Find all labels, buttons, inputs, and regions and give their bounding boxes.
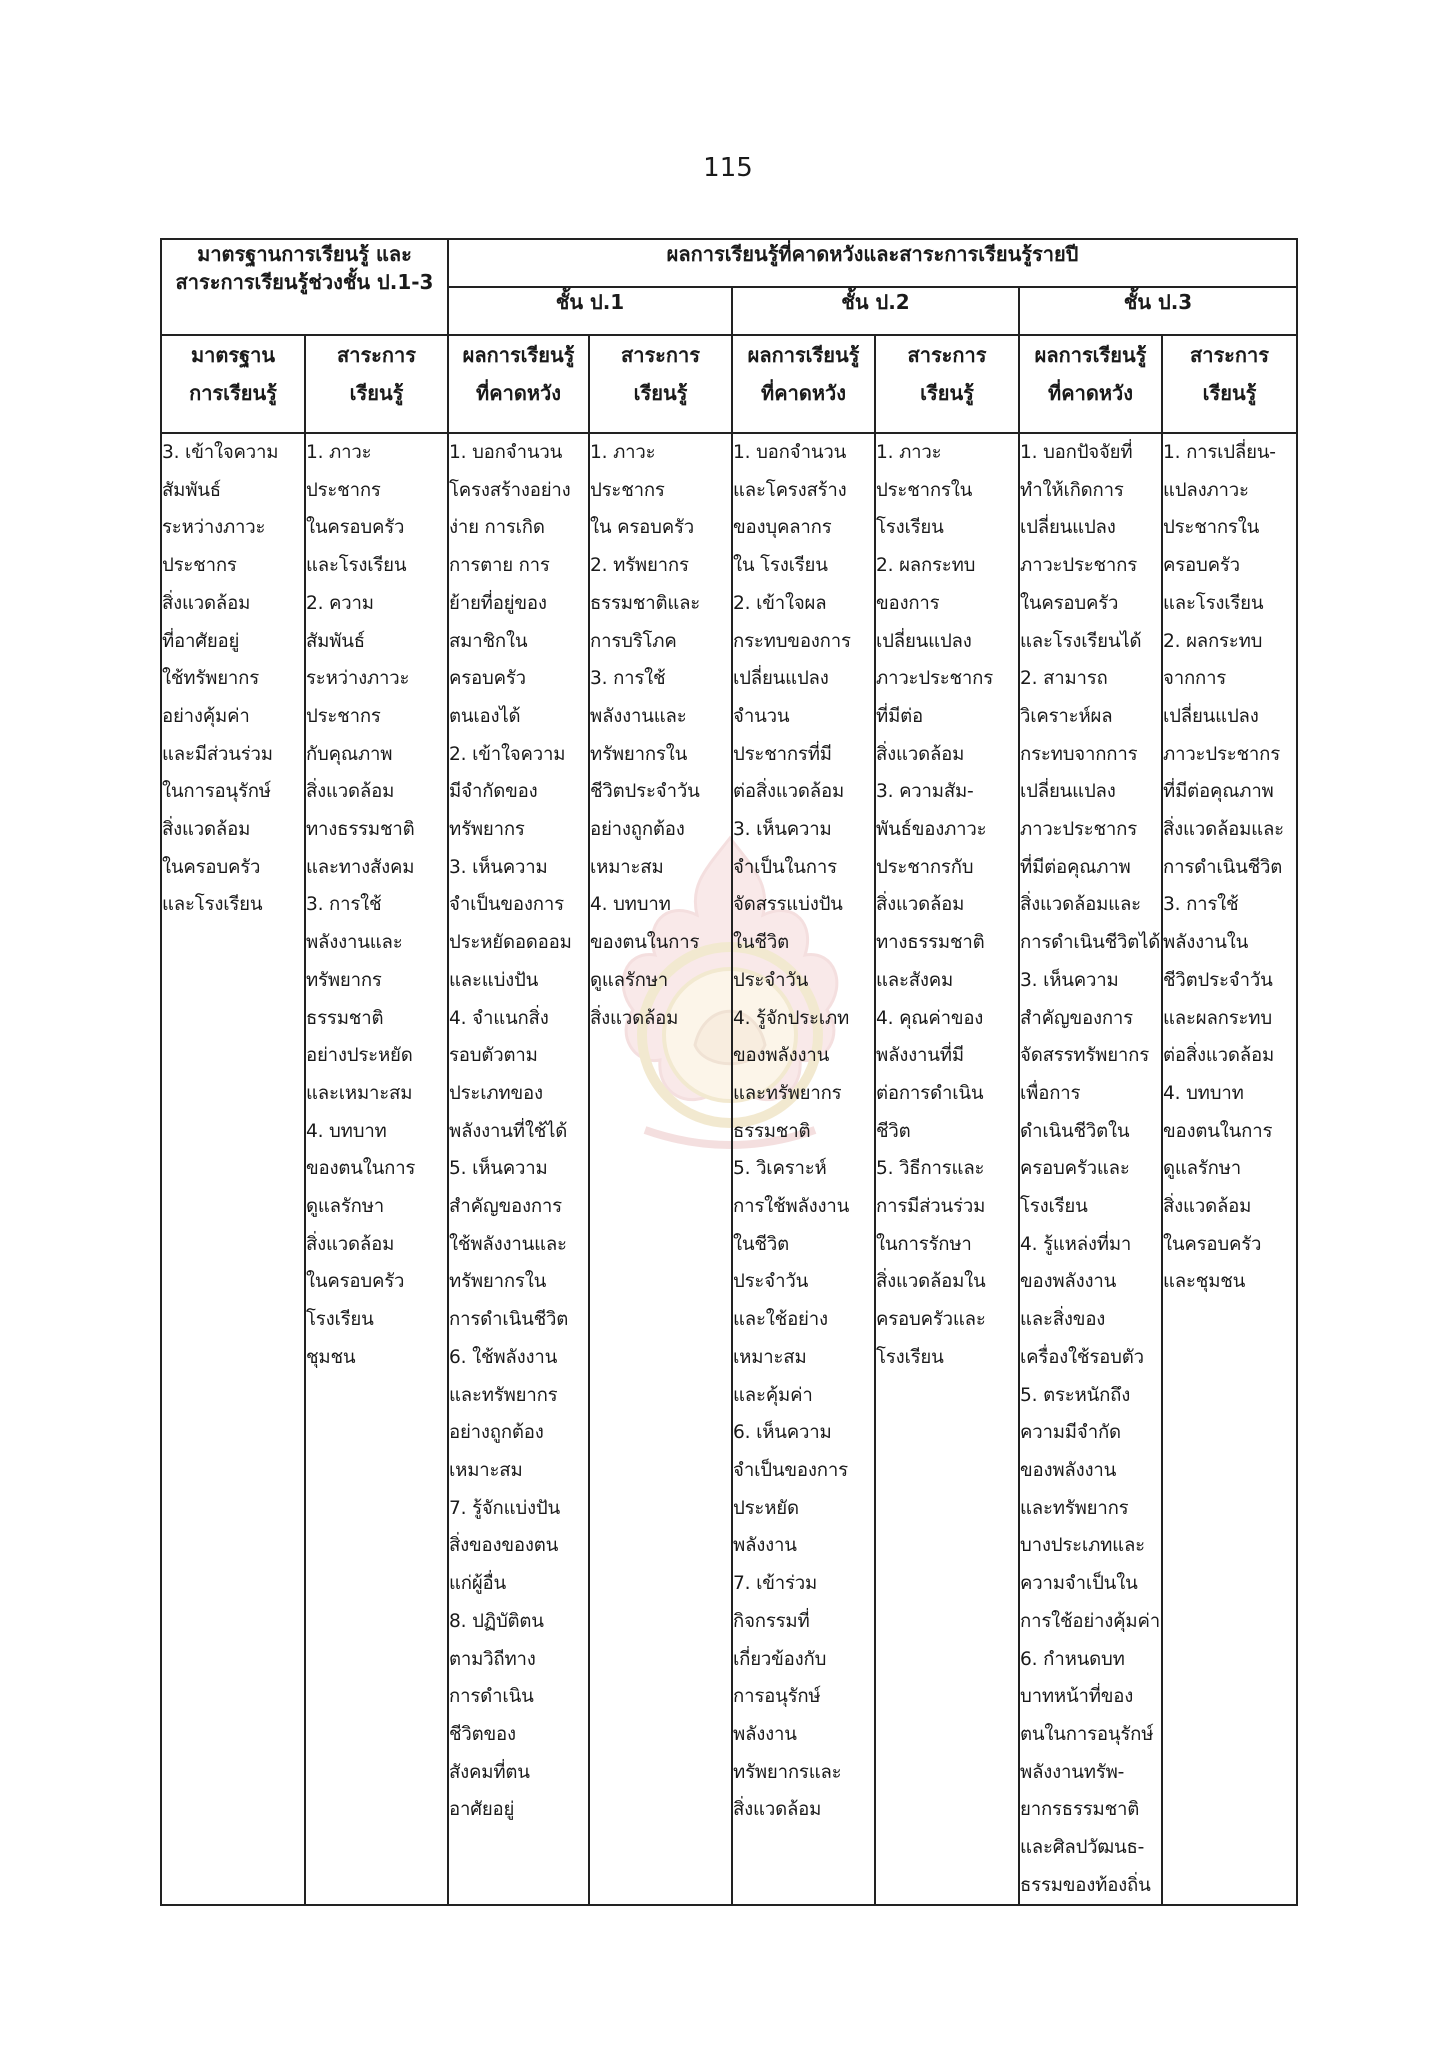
- cell-text-line: สังคมที่ตน: [449, 1761, 530, 1783]
- header-row-columns: [161, 335, 1297, 433]
- cell-text-line: และทรัพยากร: [1020, 1497, 1129, 1519]
- cell-text-line: ที่อาศัยอยู่: [162, 630, 240, 652]
- cell-text-line: ของบุคลากร: [733, 517, 832, 539]
- cell-text-line: 2. ผลกระทบ: [876, 555, 976, 577]
- p1-outcome-cell: [448, 433, 589, 1905]
- cell-text-line: จากการ: [1163, 668, 1227, 690]
- cell-text-line: ของการ: [876, 592, 940, 614]
- cell-text-line: ประชากร: [162, 555, 237, 577]
- cell-text-line: พลังงานที่มี: [876, 1045, 964, 1067]
- column-header-line: ที่คาดหวัง: [1048, 381, 1133, 405]
- cell-text-line: พลังงานและ: [590, 705, 687, 727]
- cell-text-line: ที่มีต่อ: [876, 705, 923, 727]
- cell-text-line: 3. เห็นความ: [449, 856, 548, 878]
- cell-text-line: ประชากรใน: [1163, 517, 1260, 539]
- cell-text-line: กิจกรรมที่: [733, 1610, 810, 1632]
- cell-text-line: สัมพันธ์: [162, 479, 221, 501]
- cell-text-line: ธรรมชาติ: [733, 1120, 811, 1142]
- cell-text-line: ความจำเป็นใน: [1020, 1573, 1138, 1595]
- cell-text-line: ทรัพยากรใน: [449, 1271, 547, 1293]
- column-header-line: สาระการ: [907, 343, 987, 367]
- cell-text-line: เพื่อการ: [1020, 1082, 1081, 1104]
- cell-text-line: 1. ภาวะ: [306, 442, 372, 463]
- cell-text-line: การดำเนินชีวิตได้: [1020, 932, 1161, 954]
- column-header-p2-content: [875, 335, 1019, 433]
- cell-text-line: ต่อสิ่งแวดล้อม: [1163, 1045, 1275, 1067]
- column-header-line: สาระการ: [337, 343, 417, 367]
- cell-text-line: ชีวิต: [876, 1120, 911, 1142]
- cell-text-line: ตามวิถีทาง: [449, 1648, 536, 1670]
- cell-text-line: ทางธรรมชาติ: [306, 819, 415, 841]
- cell-text-line: พลังงานทรัพ-: [1020, 1761, 1125, 1783]
- column-header-line: ที่คาดหวัง: [761, 381, 846, 405]
- cell-text-line: 5. วิเคราะห์: [733, 1158, 827, 1180]
- cell-text-line: และสิ่งของ: [1020, 1309, 1106, 1331]
- standard-group-header: [161, 239, 448, 335]
- cell-text-line: อาศัยอยู่: [449, 1799, 515, 1821]
- cell-text-line: โครงสร้างอย่าง: [449, 479, 571, 501]
- cell-text-line: ทรัพยากรใน: [590, 743, 688, 765]
- cell-text-line: ทางธรรมชาติ: [876, 932, 985, 954]
- cell-text-line: และสังคม: [876, 969, 954, 991]
- standard-group-line-2: สาระการเรียนรู้ช่วงชั้น ป.1-3: [175, 270, 434, 294]
- cell-text-line: กับคุณภาพ: [306, 743, 393, 765]
- cell-text-line: โรงเรียน: [306, 1309, 374, 1331]
- cell-text-line: สิ่งแวดล้อมใน: [876, 1271, 986, 1293]
- cell-text-line: ใน ครอบครัว: [590, 517, 694, 539]
- cell-text-line: 3. เห็นความ: [733, 819, 832, 841]
- cell-text-line: กระทบของการ: [733, 630, 851, 652]
- cell-text-line: 7. รู้จักแบ่งปัน: [449, 1497, 560, 1519]
- cell-text-line: ของพลังงาน: [1020, 1459, 1117, 1481]
- cell-text-line: 4. รู้แหล่งที่มา: [1020, 1233, 1132, 1255]
- cell-text-line: ครอบครัว: [449, 668, 526, 690]
- cell-text-line: 1. บอกจำนวน: [733, 442, 847, 463]
- cell-text-line: ธรรมชาติและ: [590, 592, 701, 614]
- cell-text-line: สัมพันธ์: [306, 630, 365, 652]
- cell-text-line: 2. เข้าใจผล: [733, 592, 827, 614]
- column-header-line: ผลการเรียนรู้: [462, 343, 575, 367]
- cell-text-line: จำเป็นในการ: [733, 856, 837, 878]
- cell-text-line: และโรงเรียน: [1163, 592, 1264, 614]
- cell-text-line: ประชากร: [306, 479, 381, 501]
- cell-text-line: ภาวะประชากร: [1163, 743, 1281, 765]
- cell-text-line: สิ่งแวดล้อม: [162, 819, 251, 841]
- cell-text-line: ของพลังงาน: [1020, 1271, 1117, 1293]
- cell-text-line: สิ่งแวดล้อม: [876, 743, 965, 765]
- cell-text-line: 4. บทบาท: [306, 1120, 387, 1142]
- cell-text-line: และชุมชน: [1163, 1271, 1246, 1293]
- cell-text-line: ของตนในการ: [590, 932, 700, 954]
- cell-text-line: ของพลังงาน: [733, 1045, 830, 1067]
- column-header-content: [305, 335, 448, 433]
- cell-text-line: 2. ผลกระทบ: [1163, 630, 1263, 652]
- cell-text-line: สิ่งแวดล้อม: [306, 781, 395, 803]
- cell-text-line: ประหยัดอดออม: [449, 932, 572, 954]
- column-header-line: การเรียนรู้: [189, 381, 277, 405]
- cell-text-line: 2. สามารถ: [1020, 668, 1108, 690]
- cell-text-line: พลังงานใน: [1163, 932, 1249, 954]
- cell-text-line: ทรัพยากร: [449, 819, 525, 841]
- cell-text-line: 3. เห็นความ: [1020, 969, 1119, 991]
- cell-text-line: ชีวิตประจำวัน: [1163, 969, 1273, 991]
- p2-content-cell: [875, 433, 1019, 1905]
- cell-text-line: ธรรมชาติ: [306, 1007, 384, 1029]
- cell-text-line: และโรงเรียน: [306, 555, 407, 577]
- cell-text-line: 5. เห็นความ: [449, 1158, 548, 1180]
- cell-text-line: 3. การใช้: [590, 668, 666, 690]
- cell-text-line: และเหมาะสม: [306, 1082, 413, 1104]
- cell-text-line: ดำเนินชีวิตใน: [1020, 1120, 1130, 1142]
- cell-text-line: สิ่งแวดล้อม: [162, 592, 251, 614]
- cell-text-line: การใช้พลังงาน: [733, 1196, 850, 1218]
- cell-text-line: โรงเรียน: [1020, 1196, 1088, 1218]
- column-header-line: สาระการ: [1190, 343, 1270, 367]
- cell-text-line: ประชากรกับ: [876, 856, 974, 878]
- cell-text-line: ในครอบครัว: [162, 856, 261, 878]
- cell-text-line: 4. รู้จักประเภท: [733, 1007, 850, 1029]
- cell-text-line: พลังงานและ: [306, 932, 403, 954]
- cell-text-line: แปลงภาวะ: [1163, 479, 1249, 501]
- cell-text-line: สิ่งของของตน: [449, 1535, 559, 1557]
- cell-text-line: มีจำกัดของ: [449, 781, 538, 803]
- cell-text-line: เปลี่ยนแปลง: [733, 668, 829, 690]
- cell-text-line: 1. ภาวะ: [590, 442, 656, 463]
- cell-text-line: สิ่งแวดล้อมและ: [1163, 819, 1284, 841]
- cell-text-line: ชีวิตของ: [449, 1723, 516, 1745]
- cell-text-line: ทรัพยากร: [306, 969, 382, 991]
- cell-text-line: ในครอบครัว: [306, 1271, 405, 1293]
- cell-text-line: สิ่งแวดล้อม: [590, 1007, 679, 1029]
- cell-text-line: จัดสรรทรัพยากร: [1020, 1045, 1149, 1067]
- cell-text-line: เปลี่ยนแปลง: [1020, 781, 1116, 803]
- content-cell: [305, 433, 448, 1905]
- cell-text-line: 4. จำแนกสิ่ง: [449, 1007, 549, 1029]
- standard-cell: [161, 433, 305, 1905]
- cell-text-line: 3. ความสัม-: [876, 781, 974, 803]
- cell-text-line: 8. ปฏิบัติตน: [449, 1610, 544, 1632]
- cell-text-line: ใช้ทรัพยากร: [162, 668, 259, 690]
- cell-text-line: ในชีวิต: [733, 932, 789, 954]
- column-header-p3-outcome: [1019, 335, 1162, 433]
- cell-text-line: ที่มีต่อคุณภาพ: [1163, 781, 1274, 803]
- cell-text-line: เหมาะสม: [449, 1459, 523, 1481]
- cell-text-line: 1. ภาวะ: [876, 442, 942, 463]
- cell-text-line: ประชากร: [590, 479, 665, 501]
- cell-text-line: จำเป็นของการ: [733, 1459, 848, 1481]
- cell-text-line: 6. เห็นความ: [733, 1422, 832, 1444]
- column-header-line: ผลการเรียนรู้: [1034, 343, 1147, 367]
- cell-text-line: ชุมชน: [306, 1346, 356, 1368]
- cell-text-line: โรงเรียน: [876, 1346, 944, 1368]
- cell-text-line: สิ่งแวดล้อม: [306, 1233, 395, 1255]
- cell-text-line: อย่างถูกต้อง: [449, 1422, 544, 1444]
- cell-text-line: การดำเนินชีวิต: [1163, 856, 1283, 878]
- grade-header-p2: ชั้น ป.2: [732, 287, 1019, 335]
- cell-text-line: 5. ตระหนักถึง: [1020, 1384, 1131, 1406]
- cell-text-line: 4. คุณค่าของ: [876, 1007, 984, 1029]
- column-header-p3-content: [1162, 335, 1297, 433]
- cell-text-line: การดำเนินชีวิต: [449, 1309, 569, 1331]
- cell-text-line: ย้ายที่อยู่ของ: [449, 592, 547, 614]
- cell-text-line: วิเคราะห์ผล: [1020, 705, 1113, 727]
- cell-text-line: และมีส่วนร่วม: [162, 743, 273, 765]
- cell-text-line: การใช้อย่างคุ้มค่า: [1020, 1610, 1160, 1632]
- cell-text-line: บาทหน้าที่ของ: [1020, 1686, 1134, 1708]
- cell-text-line: ในครอบครัว: [1163, 1233, 1262, 1255]
- cell-text-line: ในครอบครัว: [1020, 592, 1119, 614]
- cell-text-line: และผลกระทบ: [1163, 1007, 1272, 1029]
- cell-text-line: ใช้พลังงานและ: [449, 1233, 567, 1255]
- cell-text-line: ประจำวัน: [733, 969, 809, 991]
- cell-text-line: การบริโภค: [590, 630, 677, 652]
- cell-text-line: ของตนในการ: [306, 1158, 416, 1180]
- cell-text-line: ในการรักษา: [876, 1233, 972, 1255]
- p2-outcome-cell: [732, 433, 875, 1905]
- column-header-line: มาตรฐาน: [190, 343, 276, 367]
- cell-text-line: การอนุรักษ์: [733, 1686, 821, 1708]
- cell-text-line: แก่ผู้อื่น: [449, 1573, 507, 1595]
- cell-text-line: ประจำวัน: [733, 1271, 809, 1293]
- cell-text-line: การมีส่วนร่วม: [876, 1196, 986, 1218]
- cell-text-line: สิ่งแวดล้อม: [876, 894, 965, 916]
- cell-text-line: ระหว่างภาวะ: [306, 668, 410, 690]
- cell-text-line: ทำให้เกิดการ: [1020, 479, 1124, 501]
- curriculum-table: [160, 238, 1298, 1906]
- standard-group-line-1: มาตรฐานการเรียนรู้ และ: [197, 242, 412, 266]
- cell-text-line: อย่างประหยัด: [306, 1045, 413, 1067]
- cell-text-line: และโรงเรียนได้: [1020, 630, 1142, 652]
- cell-text-line: 2. ความ: [306, 592, 374, 614]
- cell-text-line: สำคัญของการ: [449, 1196, 562, 1218]
- cell-text-line: ใน โรงเรียน: [733, 555, 828, 577]
- cell-text-line: 6. กำหนดบท: [1020, 1648, 1125, 1670]
- cell-text-line: เปลี่ยนแปลง: [876, 630, 972, 652]
- cell-text-line: ตนเองได้: [449, 705, 521, 727]
- cell-text-line: โรงเรียน: [876, 517, 944, 539]
- column-header-line: สาระการ: [621, 343, 701, 367]
- cell-text-line: และคุ้มค่า: [733, 1384, 813, 1406]
- cell-text-line: เครื่องใช้รอบตัว: [1020, 1346, 1144, 1368]
- cell-text-line: ครอบครัวและ: [876, 1309, 986, 1331]
- grade-header-p3: ชั้น ป.3: [1019, 287, 1297, 335]
- cell-text-line: เหมาะสม: [590, 856, 664, 878]
- cell-text-line: กระทบจากการ: [1020, 743, 1138, 765]
- cell-text-line: พลังงาน: [733, 1535, 797, 1557]
- cell-text-line: สิ่งแวดล้อมและ: [1020, 894, 1141, 916]
- cell-text-line: รอบตัวตาม: [449, 1045, 538, 1067]
- cell-text-line: ดูแลรักษา: [590, 969, 669, 991]
- cell-text-line: ภาวะประชากร: [1020, 819, 1138, 841]
- cell-text-line: ครอบครัวและ: [1020, 1158, 1130, 1180]
- cell-text-line: ที่มีต่อคุณภาพ: [1020, 856, 1131, 878]
- cell-text-line: การตาย การ: [449, 555, 550, 577]
- cell-text-line: ธรรมของท้องถิ่น: [1020, 1874, 1151, 1896]
- column-header-line: เรียนรู้: [1202, 381, 1257, 405]
- cell-text-line: ภาวะประชากร: [1020, 555, 1138, 577]
- cell-text-line: ประชากร: [306, 705, 381, 727]
- p3-content-cell: [1162, 433, 1297, 1905]
- column-header-line: เรียนรู้: [349, 381, 404, 405]
- cell-text-line: และแบ่งปัน: [449, 969, 539, 991]
- column-header-p1-content: [589, 335, 732, 433]
- cell-text-line: 4. บทบาท: [590, 894, 671, 916]
- cell-text-line: สิ่งแวดล้อม: [1163, 1196, 1252, 1218]
- cell-text-line: ทรัพยากรและ: [733, 1761, 842, 1783]
- table-row: [161, 433, 1297, 1905]
- cell-text-line: 2. เข้าใจความ: [449, 743, 566, 765]
- cell-text-line: สำคัญของการ: [1020, 1007, 1133, 1029]
- cell-text-line: ยากรธรรมชาติ: [1020, 1799, 1140, 1821]
- cell-text-line: ของตนในการ: [1163, 1120, 1273, 1142]
- cell-text-line: ดูแลรักษา: [306, 1196, 384, 1218]
- cell-text-line: 3. การใช้: [1163, 894, 1239, 916]
- cell-text-line: ประหยัด: [733, 1497, 799, 1519]
- column-header-line: เรียนรู้: [633, 381, 688, 405]
- cell-text-line: สมาชิกใน: [449, 630, 528, 652]
- cell-text-line: อย่างคุ้มค่า: [162, 705, 250, 727]
- cell-text-line: พลังงาน: [733, 1723, 797, 1745]
- cell-text-line: ตนในการอนุรักษ์: [1020, 1723, 1154, 1745]
- cell-text-line: ประชากรที่มี: [733, 743, 832, 765]
- page-number: 115: [703, 153, 753, 183]
- cell-text-line: 1. บอกปัจจัยที่: [1020, 442, 1133, 463]
- cell-text-line: 4. บทบาท: [1163, 1082, 1244, 1104]
- cell-text-line: ดูแลรักษา: [1163, 1158, 1242, 1180]
- cell-text-line: ครอบครัว: [1163, 555, 1240, 577]
- cell-text-line: 1. การเปลี่ยน-: [1163, 442, 1276, 463]
- cell-text-line: อย่างถูกต้อง: [590, 819, 685, 841]
- cell-text-line: 2. ทรัพยากร: [590, 555, 689, 577]
- column-header-p2-outcome: [732, 335, 875, 433]
- column-header-line: ที่คาดหวัง: [476, 381, 561, 405]
- cell-text-line: การดำเนิน: [449, 1686, 534, 1708]
- cell-text-line: ความมีจำกัด: [1020, 1422, 1121, 1444]
- cell-text-line: ในการอนุรักษ์: [162, 781, 271, 803]
- cell-text-line: ระหว่างภาวะ: [162, 517, 266, 539]
- cell-text-line: บางประเภทและ: [1020, 1535, 1145, 1557]
- cell-text-line: ประเภทของ: [449, 1082, 543, 1104]
- cell-text-line: และทางสังคม: [306, 856, 415, 878]
- cell-text-line: จำเป็นของการ: [449, 894, 564, 916]
- column-header-p1-outcome: [448, 335, 589, 433]
- cell-text-line: ต่อสิ่งแวดล้อม: [733, 781, 845, 803]
- cell-text-line: 7. เข้าร่วม: [733, 1573, 818, 1595]
- cell-text-line: ภาวะประชากร: [876, 668, 994, 690]
- cell-text-line: พลังงานที่ใช้ได้: [449, 1120, 568, 1142]
- yearly-group-header: ผลการเรียนรู้ที่คาดหวังและสาระการเรียนรู้รายปี: [448, 239, 1297, 287]
- cell-text-line: และโครงสร้าง: [733, 479, 847, 501]
- cell-text-line: 6. ใช้พลังงาน: [449, 1346, 558, 1368]
- cell-text-line: และใช้อย่าง: [733, 1309, 828, 1331]
- column-header-line: ผลการเรียนรู้: [747, 343, 860, 367]
- cell-text-line: ในครอบครัว: [306, 517, 405, 539]
- cell-text-line: ต่อการดำเนิน: [876, 1082, 984, 1104]
- header-row-group: [161, 239, 1297, 287]
- p3-outcome-cell: [1019, 433, 1162, 1905]
- cell-text-line: 3. เข้าใจความ: [162, 442, 279, 463]
- column-header-line: เรียนรู้: [920, 381, 974, 405]
- cell-text-line: และทรัพยากร: [449, 1384, 558, 1406]
- cell-text-line: พันธ์ของภาวะ: [876, 819, 987, 841]
- cell-text-line: 5. วิธีการและ: [876, 1158, 985, 1180]
- cell-text-line: และโรงเรียน: [162, 894, 263, 916]
- cell-text-line: เปลี่ยนแปลง: [1020, 517, 1116, 539]
- cell-text-line: ประชากรใน: [876, 479, 973, 501]
- cell-text-line: จำนวน: [733, 705, 790, 727]
- cell-text-line: ชีวิตประจำวัน: [590, 781, 700, 803]
- cell-text-line: ในชีวิต: [733, 1233, 789, 1255]
- cell-text-line: เกี่ยวข้องกับ: [733, 1648, 827, 1670]
- cell-text-line: สิ่งแวดล้อม: [733, 1799, 822, 1821]
- cell-text-line: จัดสรรแบ่งปัน: [733, 894, 843, 916]
- cell-text-line: และทรัพยากร: [733, 1082, 842, 1104]
- cell-text-line: ง่าย การเกิด: [449, 517, 545, 539]
- column-header-standard: [161, 335, 305, 433]
- grade-header-p1: ชั้น ป.1: [448, 287, 732, 335]
- p1-content-cell: [589, 433, 732, 1905]
- cell-text-line: และศิลปวัฒนธ-: [1020, 1837, 1145, 1859]
- cell-text-line: 1. บอกจำนวน: [449, 442, 563, 463]
- cell-text-line: 3. การใช้: [306, 894, 382, 916]
- cell-text-line: เหมาะสม: [733, 1346, 807, 1368]
- cell-text-line: เปลี่ยนแปลง: [1163, 705, 1259, 727]
